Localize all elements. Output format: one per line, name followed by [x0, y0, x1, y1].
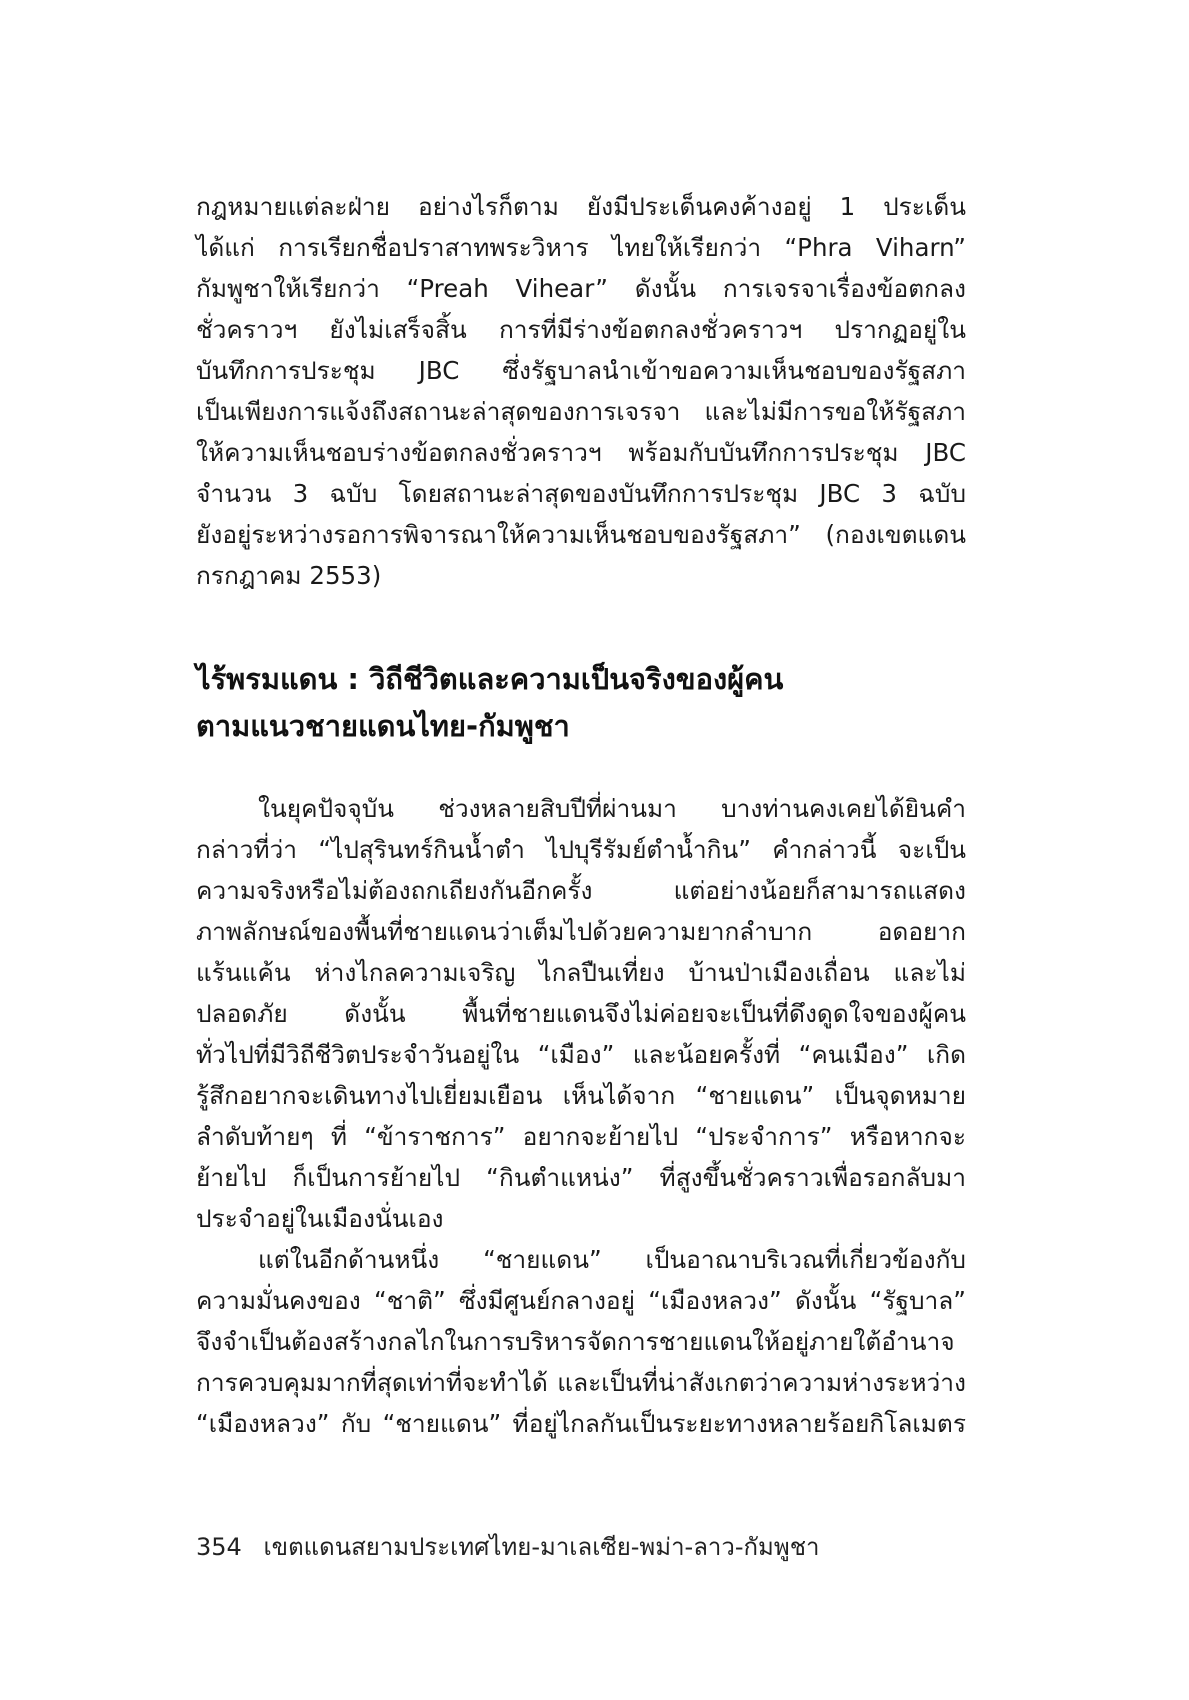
text-line: กล่าวที่ว่า “ไปสุรินทร์กินน้ำตำ ไปบุรีรัมย์ตำน้ำกิน” คำกล่าวนี้ จะเป็น [196, 835, 966, 864]
text-line: ความจริงหรือไม่ต้องถกเถียงกันอีกครั้ง แต่อย่างน้อยก็สามารถแสดง [196, 876, 966, 905]
text-line: การควบคุมมากที่สุดเท่าที่จะทำได้ และเป็นที่น่าสังเกตว่าความห่างระหว่าง [196, 1368, 966, 1397]
text-line: ในยุคปัจจุบัน ช่วงหลายสิบปีที่ผ่านมา บางท่านคงเคยได้ยินคำ [258, 794, 966, 823]
body-text [196, 788, 966, 1444]
text-line: เป็นเพียงการแจ้งถึงสถานะล่าสุดของการเจรจา และไม่มีการขอให้รัฐสภา [196, 397, 966, 426]
text-line: กรกฎาคม 2553) [196, 561, 382, 590]
book-title: เขตแดนสยามประเทศไทย-มาเลเซีย-พม่า-ลาว-กัมพูชา [263, 1533, 820, 1561]
text-line: ทั่วไปที่มีวิถีชีวิตประจำวันอยู่ใน “เมือง” และน้อยครั้งที่ “คนเมือง” เกิด [196, 1040, 966, 1069]
text-line: กฎหมายแต่ละฝ่าย อย่างไรก็ตาม ยังมีประเด็นคงค้างอยู่ 1 ประเด็น [196, 192, 966, 221]
text-line: ได้แก่ การเรียกชื่อปราสาทพระวิหาร ไทยให้เรียกว่า “Phra Viharn” [196, 233, 966, 262]
text-line: ภาพลักษณ์ของพื้นที่ชายแดนว่าเต็มไปด้วยความยากลำบาก อดอยาก [196, 917, 966, 946]
text-line: รู้สึกอยากจะเดินทางไปเยี่ยมเยือน เห็นได้จาก “ชายแดน” เป็นจุดหมาย [196, 1081, 966, 1110]
text-line: จึงจำเป็นต้องสร้างกลไกในการบริหารจัดการชายแดนให้อยู่ภายใต้อำนาจ [196, 1327, 955, 1356]
text-line: แร้นแค้น ห่างไกลความเจริญ ไกลปืนเที่ยง บ้านป่าเมืองเถื่อน และไม่ [196, 958, 966, 987]
text-line: กัมพูชาให้เรียกว่า “Preah Vihear” ดังนั้น การเจรจาเรื่องข้อตกลง [196, 274, 966, 303]
text-line: ย้ายไป ก็เป็นการย้ายไป “กินตำแหน่ง” ที่สูงขึ้นชั่วคราวเพื่อรอกลับมา [196, 1163, 966, 1192]
text-line: จำนวน 3 ฉบับ โดยสถานะล่าสุดของบันทึกการประชุม JBC 3 ฉบับ [196, 479, 966, 508]
page-number: 354 [196, 1533, 242, 1561]
text-line: ยังอยู่ระหว่างรอการพิจารณาให้ความเห็นชอบของรัฐสภา” (กองเขตแดน [196, 520, 966, 549]
text-line: ชั่วคราวฯ ยังไม่เสร็จสิ้น การที่มีร่างข้อตกลงชั่วคราวฯ ปรากฏอยู่ใน [196, 315, 966, 344]
text-line: ประจำอยู่ในเมืองนั่นเอง [196, 1204, 444, 1233]
text-line: ลำดับท้ายๆ ที่ “ข้าราชการ” อยากจะย้ายไป “ประจำการ” หรือหากจะ [196, 1122, 966, 1151]
page-footer [196, 1530, 819, 1564]
text-line: ให้ความเห็นชอบร่างข้อตกลงชั่วคราวฯ พร้อมกับบันทึกการประชุม JBC [196, 438, 966, 467]
section-heading-line-1: ไร้พรมแดน : วิถีชีวิตและความเป็นจริงของผู้คน [196, 662, 784, 696]
section-heading [196, 656, 966, 750]
text-line: ปลอดภัย ดังนั้น พื้นที่ชายแดนจึงไม่ค่อยจะเป็นที่ดึงดูดใจของผู้คน [196, 999, 966, 1028]
text-line: “เมืองหลวง” กับ “ชายแดน” ที่อยู่ไกลกันเป็นระยะทางหลายร้อยกิโลเมตร [196, 1409, 966, 1438]
text-line: แต่ในอีกด้านหนึ่ง “ชายแดน” เป็นอาณาบริเวณที่เกี่ยวข้องกับ [258, 1245, 966, 1274]
section-heading-line-2: ตามแนวชายแดนไทย-กัมพูชา [196, 709, 570, 743]
text-line: บันทึกการประชุม JBC ซึ่งรัฐบาลนำเข้าขอความเห็นชอบของรัฐสภา [196, 356, 966, 385]
top-paragraph [196, 186, 966, 596]
text-line: ความมั่นคงของ “ชาติ” ซึ่งมีศูนย์กลางอยู่ “เมืองหลวง” ดังนั้น “รัฐบาล” [196, 1286, 966, 1315]
